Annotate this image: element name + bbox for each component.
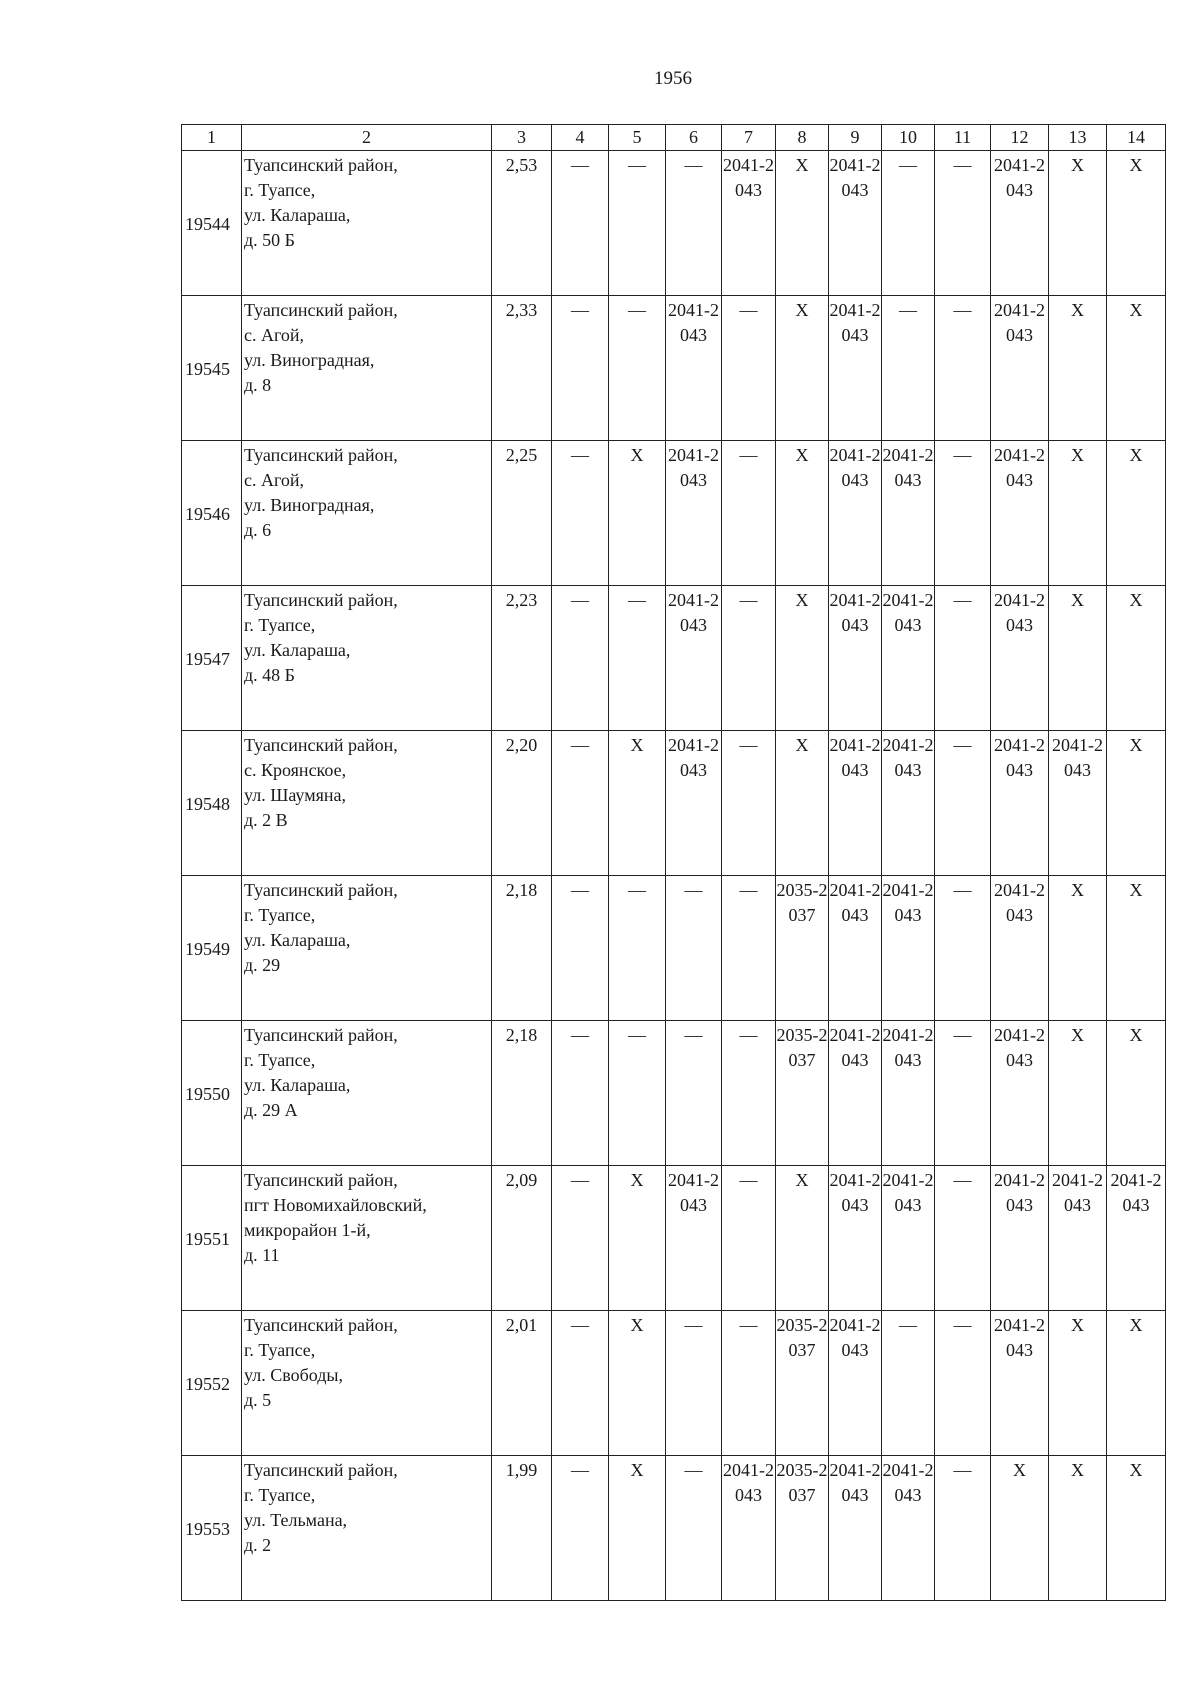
period-cell: 2041-2043 xyxy=(991,441,1049,586)
address-line: г. Туапсе, xyxy=(244,180,316,200)
table-row xyxy=(182,1311,1166,1456)
page-number: 1956 xyxy=(654,68,692,89)
period-cell: 2041-2043 xyxy=(1049,731,1107,876)
not-applicable-cell: X xyxy=(1049,1311,1107,1456)
period-cell: 2041-2043 xyxy=(991,1021,1049,1166)
period-cell: 2041-2043 xyxy=(1049,1166,1107,1311)
address-line: ул. Калараша, xyxy=(244,930,351,950)
value-cell: 2,18 xyxy=(492,876,552,1021)
not-applicable-cell: X xyxy=(1107,151,1166,296)
table-row xyxy=(182,1166,1166,1311)
not-applicable-cell: X xyxy=(1107,296,1166,441)
not-applicable-cell: X xyxy=(776,151,829,296)
address-line: д. 2 xyxy=(244,1535,272,1555)
table-row xyxy=(182,151,1166,296)
not-applicable-cell: X xyxy=(1049,441,1107,586)
address-line: Туапсинский район, xyxy=(244,1170,398,1190)
period-cell: 2041-2043 xyxy=(991,296,1049,441)
row-number-cell: 19548 xyxy=(182,731,242,876)
address-line: д. 11 xyxy=(244,1245,280,1265)
not-applicable-cell: X xyxy=(1049,876,1107,1021)
empty-mark-cell: — xyxy=(935,296,991,441)
table-row xyxy=(182,441,1166,586)
address-line: д. 29 А xyxy=(244,1100,298,1120)
column-header: 13 xyxy=(1049,125,1107,151)
period-cell: 2041-2043 xyxy=(991,876,1049,1021)
empty-mark-cell: — xyxy=(552,1456,609,1601)
period-cell: 2041-2043 xyxy=(829,1021,882,1166)
empty-mark-cell: — xyxy=(722,441,776,586)
not-applicable-cell: X xyxy=(1049,586,1107,731)
column-header: 4 xyxy=(552,125,609,151)
empty-mark-cell: — xyxy=(722,586,776,731)
period-cell: 2041-2043 xyxy=(991,586,1049,731)
period-cell: 2041-2043 xyxy=(829,586,882,731)
column-header: 1 xyxy=(182,125,242,151)
address-line: Туапсинский район, xyxy=(244,155,398,175)
row-number-cell: 19553 xyxy=(182,1456,242,1601)
value-cell: 2,18 xyxy=(492,1021,552,1166)
empty-mark-cell: — xyxy=(935,151,991,296)
address-line: Туапсинский район, xyxy=(244,1025,398,1045)
empty-mark-cell: — xyxy=(552,586,609,731)
column-header: 8 xyxy=(776,125,829,151)
row-number-cell: 19545 xyxy=(182,296,242,441)
table-row xyxy=(182,296,1166,441)
address-cell xyxy=(242,586,492,731)
address-line: Туапсинский район, xyxy=(244,445,398,465)
address-line: ул. Свободы, xyxy=(244,1365,343,1385)
not-applicable-cell: X xyxy=(1049,1456,1107,1601)
table-row xyxy=(182,586,1166,731)
period-cell: 2041-2043 xyxy=(666,586,722,731)
not-applicable-cell: X xyxy=(1107,1456,1166,1601)
period-cell: 2041-2043 xyxy=(829,1311,882,1456)
address-line: г. Туапсе, xyxy=(244,1050,316,1070)
value-cell: 2,33 xyxy=(492,296,552,441)
value-cell: 2,53 xyxy=(492,151,552,296)
period-cell: 2041-2043 xyxy=(722,151,776,296)
not-applicable-cell: X xyxy=(1049,151,1107,296)
empty-mark-cell: — xyxy=(935,1456,991,1601)
header-row xyxy=(182,125,1166,151)
period-cell: 2041-2043 xyxy=(666,731,722,876)
empty-mark-cell: — xyxy=(666,1021,722,1166)
column-header: 9 xyxy=(829,125,882,151)
period-cell: 2041-2043 xyxy=(722,1456,776,1601)
value-cell: 2,20 xyxy=(492,731,552,876)
empty-mark-cell: — xyxy=(722,731,776,876)
not-applicable-cell: X xyxy=(776,731,829,876)
table-body xyxy=(182,151,1166,1601)
address-cell xyxy=(242,296,492,441)
value-cell: 2,09 xyxy=(492,1166,552,1311)
empty-mark-cell: — xyxy=(552,876,609,1021)
address-line: д. 5 xyxy=(244,1390,272,1410)
not-applicable-cell: X xyxy=(776,586,829,731)
address-line: д. 48 Б xyxy=(244,665,295,685)
address-line: Туапсинский район, xyxy=(244,1460,398,1480)
address-line: микрорайон 1-й, xyxy=(244,1220,371,1240)
row-number-cell: 19552 xyxy=(182,1311,242,1456)
address-line: с. Агой, xyxy=(244,470,305,490)
empty-mark-cell: — xyxy=(609,1021,666,1166)
row-number-cell: 19550 xyxy=(182,1021,242,1166)
period-cell: 2041-2043 xyxy=(882,586,935,731)
table-row xyxy=(182,1021,1166,1166)
address-line: Туапсинский район, xyxy=(244,300,398,320)
column-header: 7 xyxy=(722,125,776,151)
address-cell xyxy=(242,876,492,1021)
empty-mark-cell: — xyxy=(935,876,991,1021)
period-cell: 2041-2043 xyxy=(991,1166,1049,1311)
address-line: Туапсинский район, xyxy=(244,735,398,755)
table-row xyxy=(182,731,1166,876)
period-cell: 2035-2037 xyxy=(776,1021,829,1166)
not-applicable-cell: X xyxy=(991,1456,1049,1601)
register-table xyxy=(181,124,1166,1601)
period-cell: 2041-2043 xyxy=(882,731,935,876)
address-line: ул. Тельмана, xyxy=(244,1510,348,1530)
period-cell: 2041-2043 xyxy=(991,1311,1049,1456)
address-line: д. 29 xyxy=(244,955,281,975)
period-cell: 2041-2043 xyxy=(829,296,882,441)
empty-mark-cell: — xyxy=(722,1166,776,1311)
period-cell: 2041-2043 xyxy=(882,876,935,1021)
empty-mark-cell: — xyxy=(666,151,722,296)
address-cell xyxy=(242,1456,492,1601)
address-line: д. 2 В xyxy=(244,810,288,830)
address-line: д. 6 xyxy=(244,520,272,540)
empty-mark-cell: — xyxy=(609,296,666,441)
row-number-cell: 19551 xyxy=(182,1166,242,1311)
address-line: г. Туапсе, xyxy=(244,1485,316,1505)
row-number-cell: 19547 xyxy=(182,586,242,731)
empty-mark-cell: — xyxy=(666,1456,722,1601)
address-line: ул. Виноградная, xyxy=(244,495,375,515)
address-cell xyxy=(242,1311,492,1456)
empty-mark-cell: — xyxy=(935,586,991,731)
not-applicable-cell: X xyxy=(1107,1021,1166,1166)
period-cell: 2041-2043 xyxy=(829,1456,882,1601)
column-header: 14 xyxy=(1107,125,1166,151)
empty-mark-cell: — xyxy=(722,1311,776,1456)
period-cell: 2041-2043 xyxy=(1107,1166,1166,1311)
address-line: Туапсинский район, xyxy=(244,590,398,610)
period-cell: 2035-2037 xyxy=(776,876,829,1021)
not-applicable-cell: X xyxy=(609,1166,666,1311)
empty-mark-cell: — xyxy=(935,1021,991,1166)
address-cell xyxy=(242,441,492,586)
address-cell xyxy=(242,151,492,296)
not-applicable-cell: X xyxy=(1107,441,1166,586)
address-line: д. 50 Б xyxy=(244,230,295,250)
period-cell: 2035-2037 xyxy=(776,1311,829,1456)
empty-mark-cell: — xyxy=(935,441,991,586)
address-line: пгт Новомихайловский, xyxy=(244,1195,427,1215)
not-applicable-cell: X xyxy=(609,731,666,876)
empty-mark-cell: — xyxy=(935,1311,991,1456)
address-line: г. Туапсе, xyxy=(244,1340,316,1360)
address-cell xyxy=(242,1021,492,1166)
not-applicable-cell: X xyxy=(1049,1021,1107,1166)
address-line: г. Туапсе, xyxy=(244,905,316,925)
period-cell: 2041-2043 xyxy=(882,1021,935,1166)
not-applicable-cell: X xyxy=(1107,731,1166,876)
period-cell: 2041-2043 xyxy=(829,151,882,296)
not-applicable-cell: X xyxy=(776,441,829,586)
address-line: Туапсинский район, xyxy=(244,880,398,900)
column-header: 2 xyxy=(242,125,492,151)
column-header: 11 xyxy=(935,125,991,151)
empty-mark-cell: — xyxy=(552,731,609,876)
not-applicable-cell: X xyxy=(776,1166,829,1311)
empty-mark-cell: — xyxy=(552,1166,609,1311)
empty-mark-cell: — xyxy=(609,876,666,1021)
address-line: ул. Шаумяна, xyxy=(244,785,346,805)
column-header: 3 xyxy=(492,125,552,151)
column-header: 12 xyxy=(991,125,1049,151)
not-applicable-cell: X xyxy=(609,441,666,586)
empty-mark-cell: — xyxy=(882,1311,935,1456)
empty-mark-cell: — xyxy=(609,151,666,296)
address-line: ул. Калараша, xyxy=(244,205,351,225)
period-cell: 2041-2043 xyxy=(666,441,722,586)
not-applicable-cell: X xyxy=(776,296,829,441)
row-number-cell: 19549 xyxy=(182,876,242,1021)
period-cell: 2035-2037 xyxy=(776,1456,829,1601)
value-cell: 1,99 xyxy=(492,1456,552,1601)
not-applicable-cell: X xyxy=(1107,586,1166,731)
period-cell: 2041-2043 xyxy=(829,441,882,586)
not-applicable-cell: X xyxy=(609,1311,666,1456)
not-applicable-cell: X xyxy=(1049,296,1107,441)
period-cell: 2041-2043 xyxy=(882,441,935,586)
period-cell: 2041-2043 xyxy=(882,1456,935,1601)
column-header: 6 xyxy=(666,125,722,151)
empty-mark-cell: — xyxy=(552,296,609,441)
not-applicable-cell: X xyxy=(1107,1311,1166,1456)
empty-mark-cell: — xyxy=(882,296,935,441)
address-line: ул. Виноградная, xyxy=(244,350,375,370)
address-line: с. Кроянское, xyxy=(244,760,347,780)
empty-mark-cell: — xyxy=(552,441,609,586)
address-line: с. Агой, xyxy=(244,325,305,345)
address-line: ул. Калараша, xyxy=(244,640,351,660)
empty-mark-cell: — xyxy=(552,151,609,296)
row-number-cell: 19546 xyxy=(182,441,242,586)
period-cell: 2041-2043 xyxy=(882,1166,935,1311)
column-header: 5 xyxy=(609,125,666,151)
empty-mark-cell: — xyxy=(552,1311,609,1456)
empty-mark-cell: — xyxy=(666,1311,722,1456)
period-cell: 2041-2043 xyxy=(991,731,1049,876)
address-cell xyxy=(242,1166,492,1311)
value-cell: 2,23 xyxy=(492,586,552,731)
table-row xyxy=(182,1456,1166,1601)
empty-mark-cell: — xyxy=(722,1021,776,1166)
empty-mark-cell: — xyxy=(609,586,666,731)
row-number-cell: 19544 xyxy=(182,151,242,296)
column-header: 10 xyxy=(882,125,935,151)
value-cell: 2,01 xyxy=(492,1311,552,1456)
empty-mark-cell: — xyxy=(722,876,776,1021)
empty-mark-cell: — xyxy=(935,1166,991,1311)
address-cell xyxy=(242,731,492,876)
empty-mark-cell: — xyxy=(666,876,722,1021)
period-cell: 2041-2043 xyxy=(829,876,882,1021)
not-applicable-cell: X xyxy=(1107,876,1166,1021)
period-cell: 2041-2043 xyxy=(991,151,1049,296)
empty-mark-cell: — xyxy=(722,296,776,441)
empty-mark-cell: — xyxy=(935,731,991,876)
period-cell: 2041-2043 xyxy=(829,731,882,876)
empty-mark-cell: — xyxy=(882,151,935,296)
not-applicable-cell: X xyxy=(609,1456,666,1601)
table-row xyxy=(182,876,1166,1021)
address-line: д. 8 xyxy=(244,375,272,395)
address-line: ул. Калараша, xyxy=(244,1075,351,1095)
period-cell: 2041-2043 xyxy=(829,1166,882,1311)
value-cell: 2,25 xyxy=(492,441,552,586)
period-cell: 2041-2043 xyxy=(666,1166,722,1311)
address-line: г. Туапсе, xyxy=(244,615,316,635)
address-line: Туапсинский район, xyxy=(244,1315,398,1335)
empty-mark-cell: — xyxy=(552,1021,609,1166)
period-cell: 2041-2043 xyxy=(666,296,722,441)
